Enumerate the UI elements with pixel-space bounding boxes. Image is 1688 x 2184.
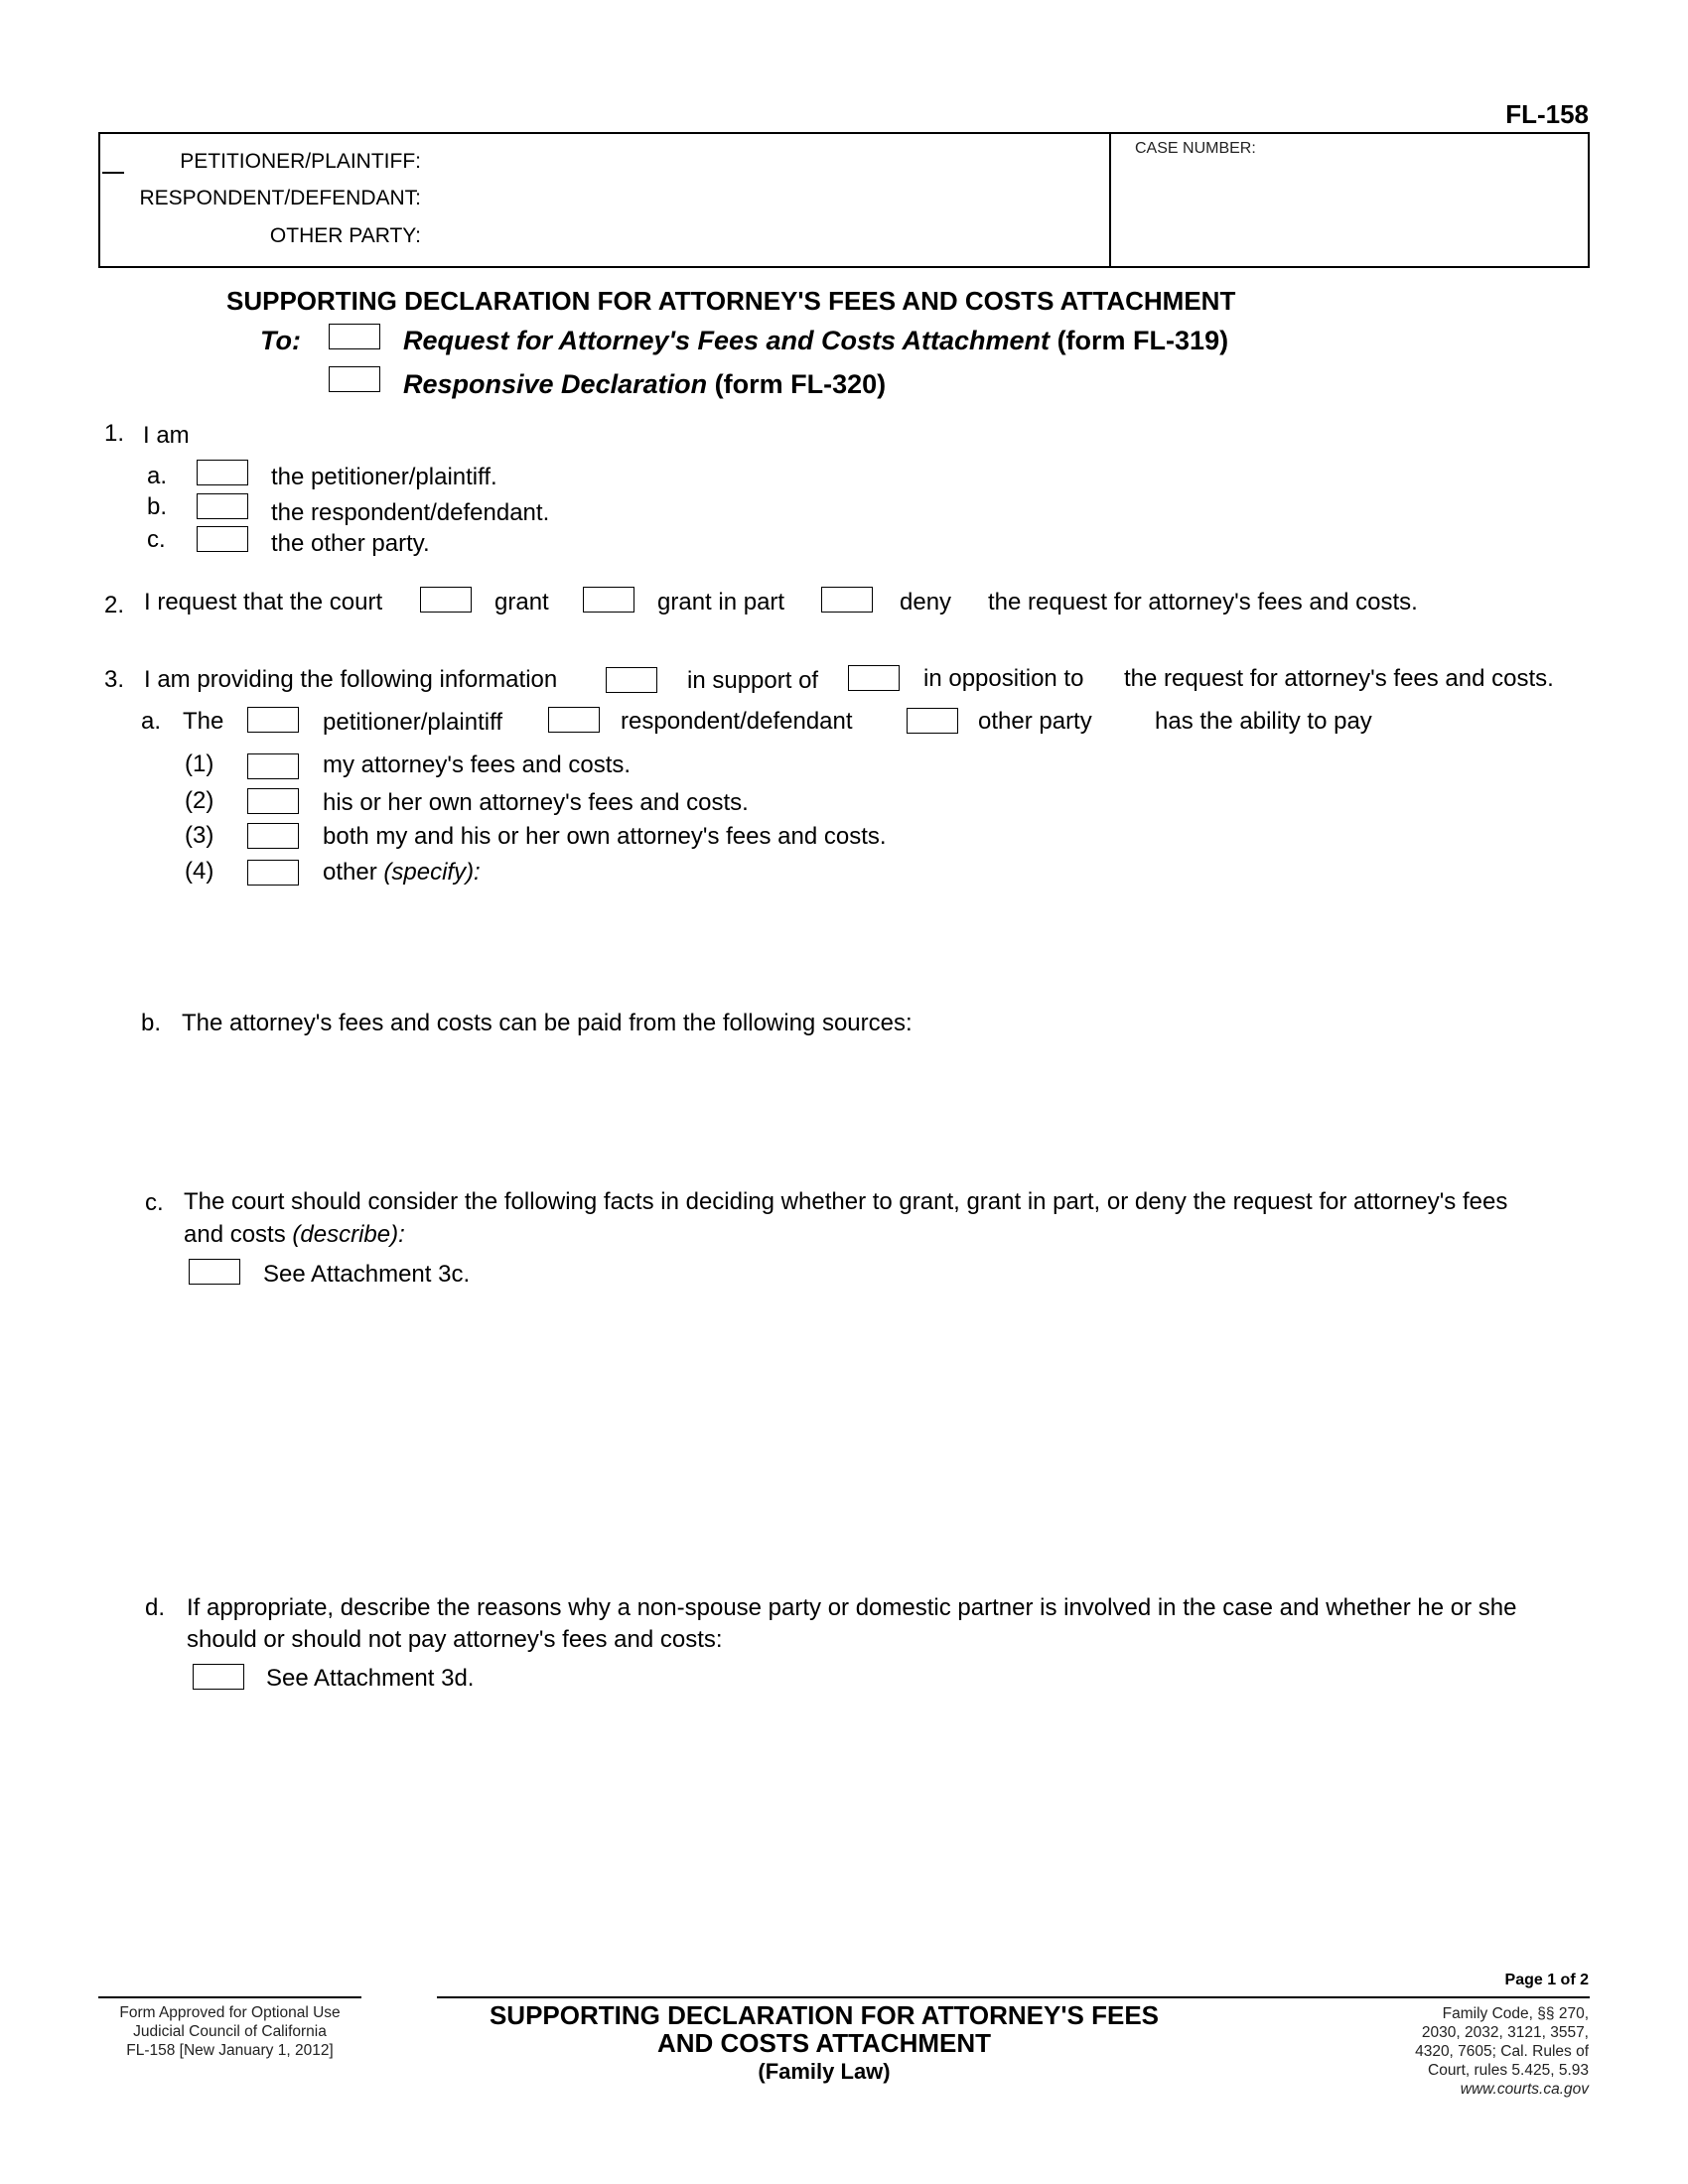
item1-text: I am bbox=[143, 422, 190, 449]
item1c-letter: c. bbox=[147, 526, 166, 553]
page-number: Page 1 of 2 bbox=[1504, 1972, 1589, 1988]
item1a-text: the petitioner/plaintiff. bbox=[271, 464, 497, 490]
checkbox-3a-respondent[interactable] bbox=[548, 707, 600, 733]
caption-divider bbox=[1109, 132, 1111, 268]
item3-number: 3. bbox=[104, 666, 125, 693]
item3a3-text: both my and his or her own attorney's fees and costs. bbox=[323, 823, 887, 850]
item1c-text: the other party. bbox=[271, 530, 430, 557]
form-title: SUPPORTING DECLARATION FOR ATTORNEY'S FEES AND COSTS ATTACHMENT bbox=[226, 286, 1236, 316]
checkbox-3c-attachment[interactable] bbox=[189, 1259, 240, 1285]
other-party-label: OTHER PARTY: bbox=[269, 224, 421, 247]
item3c-attachment: See Attachment 3c. bbox=[263, 1261, 471, 1288]
item3b-text: The attorney's fees and costs can be paid from the following sources: bbox=[182, 1010, 913, 1036]
item3a3-number: (3) bbox=[185, 822, 214, 849]
checkbox-1c[interactable] bbox=[197, 526, 248, 552]
checkbox-fl320[interactable] bbox=[329, 366, 380, 392]
item3d-line1: If appropriate, describe the reasons why a non-spouse party or domestic partner is involved in the case and whether he or she bbox=[187, 1594, 1517, 1621]
footer-rule-main bbox=[437, 1996, 1590, 1998]
item3-tail: the request for attorney's fees and costs. bbox=[1124, 665, 1554, 692]
item1b-letter: b. bbox=[147, 493, 168, 520]
item3a1-text: my attorney's fees and costs. bbox=[323, 751, 632, 778]
respondent-label: RESPONDENT/DEFENDANT: bbox=[139, 187, 421, 209]
item3a4-text: other (specify): bbox=[323, 859, 481, 886]
item3b-letter: b. bbox=[141, 1010, 162, 1036]
item3c-line1: The court should consider the following facts in deciding whether to grant, grant in part, or deny the request for attorney's fees bbox=[184, 1188, 1508, 1215]
item3-opposition: in opposition to bbox=[923, 665, 1084, 692]
petitioner-label: PETITIONER/PLAINTIFF: bbox=[180, 150, 421, 173]
item3a-respondent: respondent/defendant bbox=[621, 708, 853, 735]
item3a-tail: has the ability to pay bbox=[1155, 708, 1372, 735]
item2-grant-in-part: grant in part bbox=[657, 589, 785, 615]
item1a-letter: a. bbox=[147, 463, 168, 489]
checkbox-3d-attachment[interactable] bbox=[193, 1664, 244, 1690]
checkbox-3a-petitioner[interactable] bbox=[247, 707, 299, 733]
footer-rule-left bbox=[98, 1996, 361, 1998]
case-number-label: CASE NUMBER: bbox=[1135, 140, 1256, 157]
checkbox-1a[interactable] bbox=[197, 460, 248, 485]
checkbox-3-support[interactable] bbox=[606, 667, 657, 693]
checkbox-1b[interactable] bbox=[197, 493, 248, 519]
item3a-other: other party bbox=[978, 708, 1092, 735]
item3a-letter: a. bbox=[141, 708, 162, 735]
form-number: FL-158 bbox=[1505, 99, 1589, 129]
footer-citations: Family Code, §§ 270, 2030, 2032, 3121, 3557, 4320, 7605; Cal. Rules of Court, rules 5.425, 5.93 www.courts.ca.gov bbox=[1415, 2005, 1589, 2098]
item2-number: 2. bbox=[104, 592, 125, 618]
item2-deny: deny bbox=[900, 589, 952, 615]
item3a2-number: (2) bbox=[185, 787, 214, 814]
footer-approval: Form Approved for Optional Use Judicial Council of California FL-158 [New January 1, 2012] bbox=[119, 2004, 341, 2059]
item3a2-text: his or her own attorney's fees and costs. bbox=[323, 789, 749, 816]
item3d-line2: should or should not pay attorney's fees and costs: bbox=[187, 1626, 723, 1653]
option-fl320: Responsive Declaration (form FL-320) bbox=[403, 369, 887, 399]
item3d-letter: d. bbox=[145, 1594, 166, 1621]
checkbox-3a3[interactable] bbox=[247, 823, 299, 849]
checkbox-2-grant[interactable] bbox=[420, 587, 472, 613]
checkbox-3a4[interactable] bbox=[247, 860, 299, 886]
footer-website[interactable]: www.courts.ca.gov bbox=[1460, 2081, 1589, 2098]
item2-tail: the request for attorney's fees and costs. bbox=[988, 589, 1418, 615]
item3a-the: The bbox=[183, 708, 224, 735]
item3-text: I am providing the following information bbox=[144, 666, 558, 693]
checkbox-3a1[interactable] bbox=[247, 753, 299, 779]
item3-support: in support of bbox=[687, 667, 819, 694]
item2-text: I request that the court bbox=[144, 589, 383, 615]
item1b-text: the respondent/defendant. bbox=[271, 499, 550, 526]
option-fl319: Request for Attorney's Fees and Costs Attachment (form FL-319) bbox=[403, 326, 1229, 355]
to-label: To: bbox=[260, 326, 301, 355]
item1-number: 1. bbox=[104, 420, 125, 447]
checkbox-3a2[interactable] bbox=[247, 788, 299, 814]
checkbox-3a-other[interactable] bbox=[907, 708, 958, 734]
item3a-petitioner: petitioner/plaintiff bbox=[323, 709, 503, 736]
caption-tick bbox=[102, 172, 124, 174]
checkbox-fl319[interactable] bbox=[329, 324, 380, 349]
item3a1-number: (1) bbox=[185, 751, 214, 777]
item3d-attachment: See Attachment 3d. bbox=[266, 1665, 475, 1692]
checkbox-3-opposition[interactable] bbox=[848, 665, 900, 691]
item2-grant: grant bbox=[494, 589, 549, 615]
item3c-line2: and costs (describe): bbox=[184, 1221, 405, 1248]
checkbox-2-deny[interactable] bbox=[821, 587, 873, 613]
item3a4-number: (4) bbox=[185, 858, 214, 885]
item3c-letter: c. bbox=[145, 1189, 164, 1216]
footer-title-block: SUPPORTING DECLARATION FOR ATTORNEY'S FEES AND COSTS ATTACHMENT (Family Law) bbox=[489, 2000, 1160, 2084]
checkbox-2-grant-in-part[interactable] bbox=[583, 587, 634, 613]
